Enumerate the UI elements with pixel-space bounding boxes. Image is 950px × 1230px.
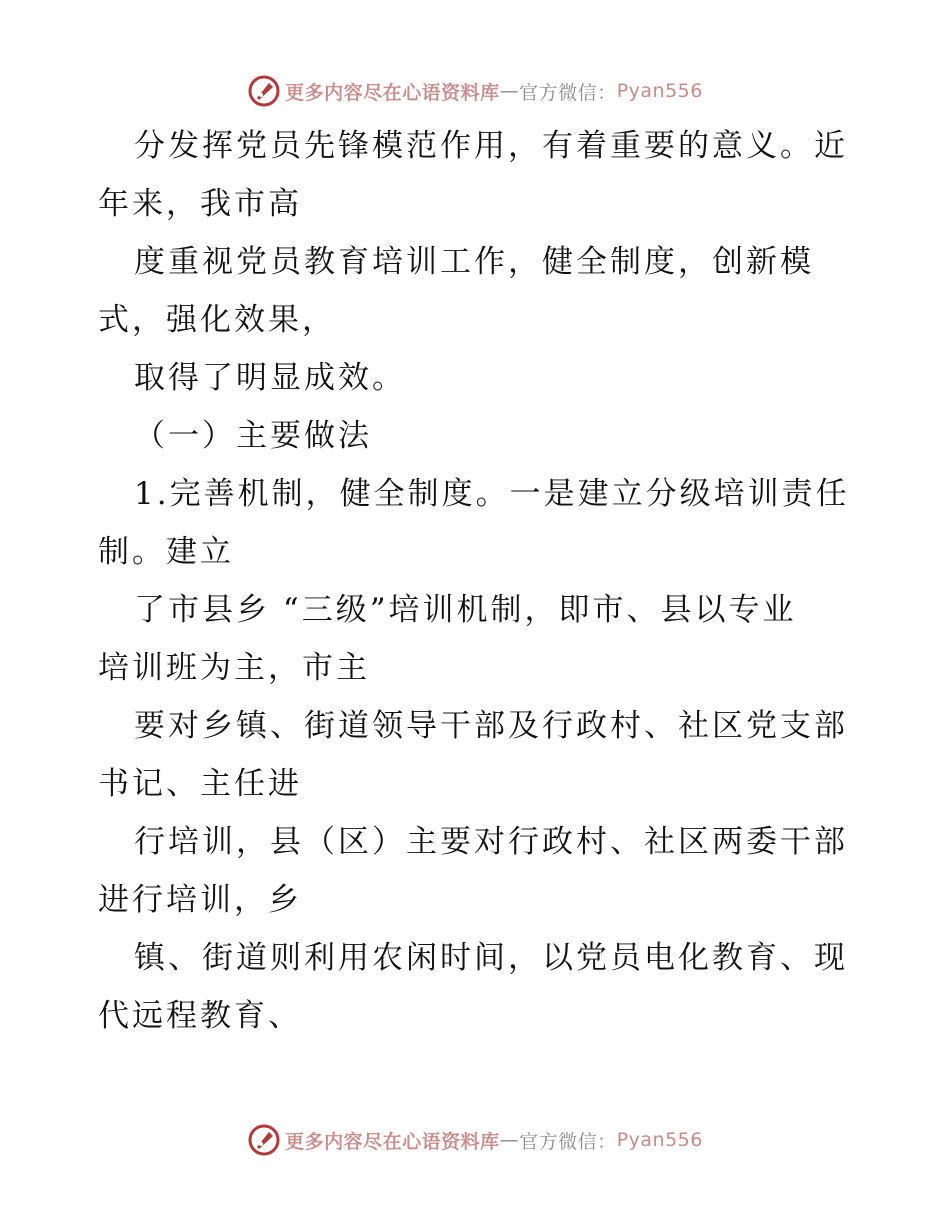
watermark-brand-text: 更多内容尽在心语资料库	[285, 1130, 500, 1153]
pen-nib-logo-icon	[247, 74, 281, 108]
paragraph-line: 进行培训，乡	[98, 882, 302, 918]
watermark-wechat-id: Pyan556	[616, 1129, 703, 1151]
paragraph-line: 制。建立	[98, 534, 234, 570]
document-body	[98, 117, 858, 1045]
paragraph-line: 式，强化效果，	[98, 302, 336, 338]
paragraph-line: 要对乡镇、街道领导干部及行政村、社区党支部	[134, 708, 848, 744]
paragraph-line: 行培训，县（区）主要对行政村、社区两委干部	[134, 824, 848, 860]
header-watermark	[0, 73, 950, 109]
paragraph-line: 镇、街道则利用农闲时间，以党员电化教育、现	[134, 940, 848, 976]
paragraph-line: 分发挥党员先锋模范作用，有着重要的意义。近	[134, 128, 848, 164]
paragraph-line: 取得了明显成效。	[134, 360, 406, 396]
watermark-separator: —	[499, 80, 520, 102]
paragraph-line: 书记、主任进	[98, 766, 302, 802]
paragraph-line: （一）主要做法	[134, 418, 372, 454]
pen-nib-logo-icon	[247, 1123, 281, 1157]
paragraph-line: 培训班为主，市主	[98, 650, 370, 686]
paragraph-line: 代远程教育、	[98, 998, 302, 1034]
paragraph-line: 1.完善机制，健全制度。一是建立分级培训责任	[134, 476, 850, 512]
watermark-wechat-id: Pyan556	[616, 80, 703, 102]
footer-watermark	[0, 1122, 950, 1158]
paragraph-line: 年来，我市高	[98, 186, 302, 222]
watermark-wechat-label: 官方微信：	[519, 81, 617, 104]
watermark-wechat-label: 官方微信：	[519, 1130, 617, 1153]
paragraph-line: 度重视党员教育培训工作，健全制度，创新模	[134, 244, 814, 280]
watermark-brand-text: 更多内容尽在心语资料库	[285, 81, 500, 104]
paragraph-line: 了市县乡 “三级”培训机制，即市、县以专业	[134, 592, 797, 628]
watermark-separator: —	[499, 1129, 520, 1151]
